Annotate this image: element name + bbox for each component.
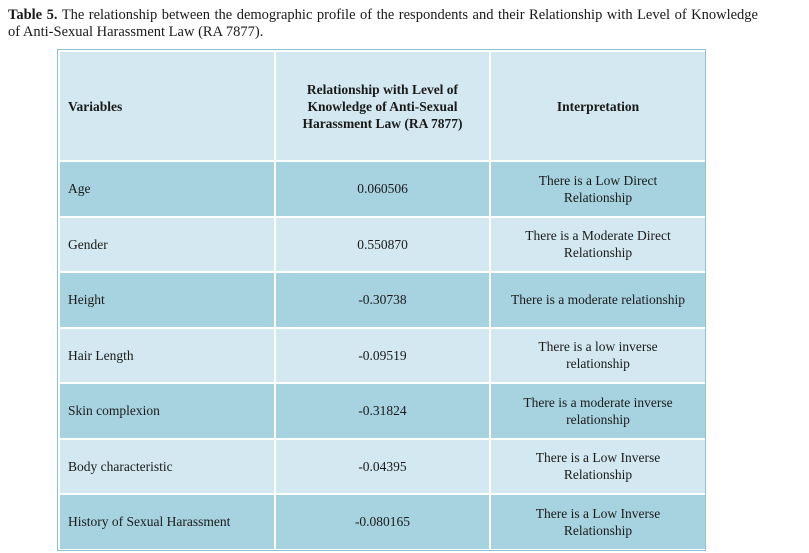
interpretation-cell: There is a Moderate Direct Relationship bbox=[490, 217, 706, 273]
value-cell: -0.31824 bbox=[275, 383, 490, 439]
header-interpretation: Interpretation bbox=[490, 51, 706, 161]
variable-cell: Body characteristic bbox=[59, 439, 275, 495]
table-header-row bbox=[59, 51, 706, 161]
header-variables: Variables bbox=[59, 51, 275, 161]
value-cell: -0.30738 bbox=[275, 272, 490, 328]
variable-cell: Gender bbox=[59, 217, 275, 273]
table-row bbox=[59, 439, 706, 495]
variable-cell: Height bbox=[59, 272, 275, 328]
value-cell: 0.060506 bbox=[275, 161, 490, 217]
variable-cell: Age bbox=[59, 161, 275, 217]
interpretation-cell: There is a moderate relationship bbox=[490, 272, 706, 328]
value-cell: 0.550870 bbox=[275, 217, 490, 273]
value-cell: -0.09519 bbox=[275, 328, 490, 384]
table-row bbox=[59, 383, 706, 439]
variable-cell: Skin complexion bbox=[59, 383, 275, 439]
interpretation-cell: There is a Low Direct Relationship bbox=[490, 161, 706, 217]
table-row bbox=[59, 328, 706, 384]
table-caption-label: Table 5. bbox=[8, 7, 58, 23]
header-relationship: Relationship with Level of Knowledge of Anti-Sexual Harassment Law (RA 7877) bbox=[275, 51, 490, 161]
interpretation-cell: There is a Low Inverse Relationship bbox=[490, 494, 706, 550]
table-caption bbox=[8, 7, 758, 41]
value-cell: -0.04395 bbox=[275, 439, 490, 495]
results-table bbox=[58, 50, 707, 551]
interpretation-cell: There is a moderate inverse relationship bbox=[490, 383, 706, 439]
table-row bbox=[59, 272, 706, 328]
variable-cell: History of Sexual Harassment bbox=[59, 494, 275, 550]
interpretation-cell: There is a low inverse relationship bbox=[490, 328, 706, 384]
table-row bbox=[59, 494, 706, 550]
table-caption-text: The relationship between the demographic profile of the respondents and their Relationship with Level of Knowledge of Anti-Sexual Harassment Law (RA 7877). bbox=[8, 7, 758, 40]
table-row bbox=[59, 217, 706, 273]
interpretation-cell: There is a Low Inverse Relationship bbox=[490, 439, 706, 495]
table-row bbox=[59, 161, 706, 217]
value-cell: -0.080165 bbox=[275, 494, 490, 550]
variable-cell: Hair Length bbox=[59, 328, 275, 384]
